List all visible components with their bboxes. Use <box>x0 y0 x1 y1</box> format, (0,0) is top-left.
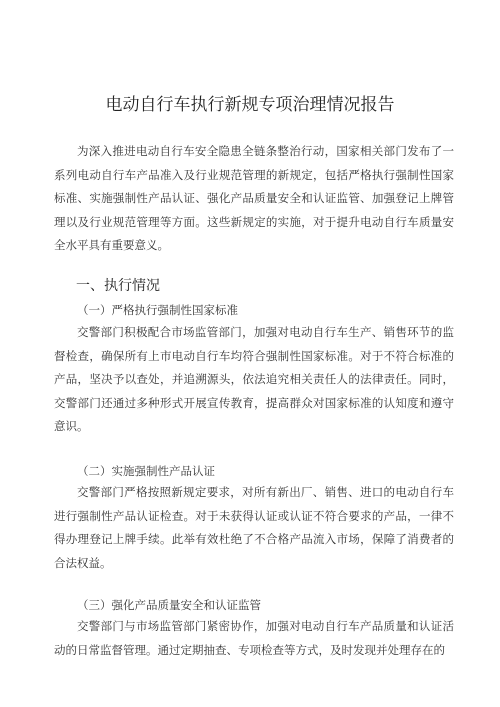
paragraph-quality-supervision: 交警部门与市场监管部门紧密协作，加强对电动自行车产品质量和认证活动的日常监督管理。通过定期抽查、专项检查等方式，及时发现并处理存在的 <box>54 619 454 657</box>
paragraph-national-standard: 交警部门积极配合市场监管部门，加强对电动自行车生产、销售环节的监督检查，确保所有上市电动自行车均符合强制性国家标准。对于不符合标准的产品，坚决予以查处，并追溯源头，依法追究相关责任人的法律责任。同时，交警部门还通过多种形式开展宣传教育，提高群众对国家标准的认知度和遵守意识。 <box>54 325 454 434</box>
document-title: 电动自行车执行新规专项治理情况报告 <box>105 95 395 115</box>
subheading-product-certification: （二）实施强制性产品认证 <box>77 464 215 478</box>
paragraph-product-certification: 交警部门严格按照新规定要求，对所有新出厂、销售、进口的电动自行车进行强制性产品认证检查。对于未获得认证或认证不符合要求的产品，一律不得办理登记上牌手续。此举有效杜绝了不合格产品流入市场，保障了消费者的合法权益。 <box>54 485 454 570</box>
intro-paragraph: 为深入推进电动自行车安全隐患全链条整治行动，国家相关部门发布了一系列电动自行车产品准入及行业规范管理的新规定，包括严格执行强制性国家标准、实施强制性产品认证、强化产品质量安全和认证监管、加强登记上牌管理以及行业规范管理等方面。这些新规定的实施，对于提升电动自行车质量安全水平具有重要意义。 <box>54 144 454 253</box>
subheading-quality-supervision: （三）强化产品质量安全和认证监管 <box>77 598 261 612</box>
subheading-national-standard: （一）严格执行强制性国家标准 <box>77 303 238 317</box>
section-heading-execution: 一、执行情况 <box>76 278 160 294</box>
